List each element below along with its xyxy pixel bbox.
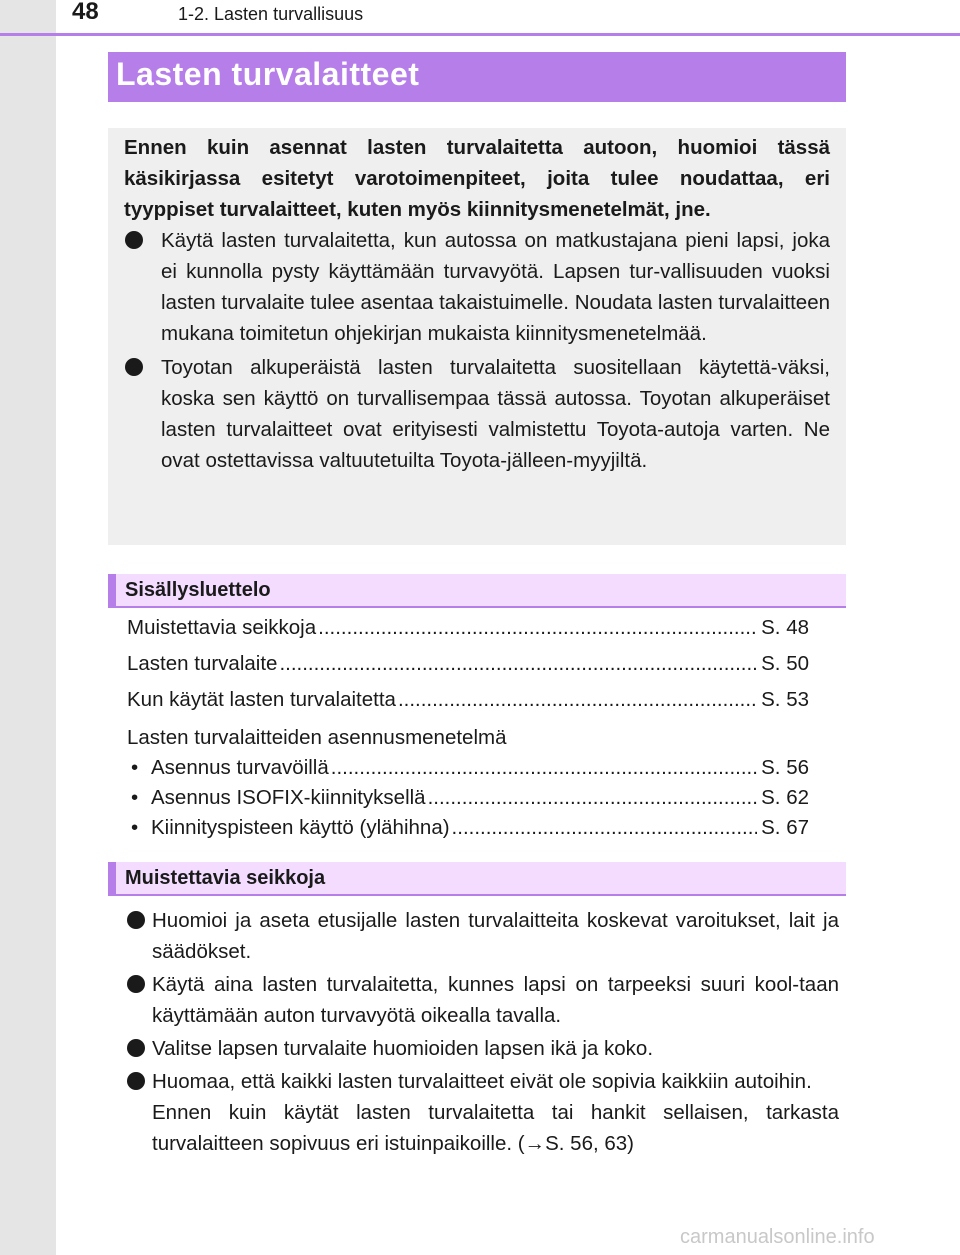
note-extra-text: Ennen kuin käytät lasten turvalaitetta tai hankit sellaisen, tarkasta turvalaitteen sopivuus eri istuinpaikoille. (→S. 56, 63) [152,1101,839,1155]
intro-bullet [124,225,830,349]
toc-group-title: Lasten turvalaitteiden asennusmenetelmä [127,726,507,749]
note-item [127,905,839,967]
note-text: Käytä aina lasten turvalaitetta, kunnes lapsi on tarpeeksi suuri kool-taan käyttämään auton turvavyötä oikealla tavalla. [152,973,839,1027]
note-item [127,969,839,1031]
toc-leader [398,688,757,712]
intro-bullets [124,225,830,476]
toc-sub-page: S. 56 [761,756,809,779]
toc-leader [279,652,757,676]
toc-bullet: • [131,786,139,809]
toc-sub-page: S. 62 [761,786,809,809]
table-of-contents [127,616,809,846]
bullet-dot-icon [125,358,143,376]
note-text: Huomaa, että kaikki lasten turvalaitteet eivät ole sopivia kaikkiin autoihin. [152,1070,812,1093]
toc-item[interactable] [127,688,809,724]
toc-heading [108,574,846,608]
toc-bullet: • [131,816,139,839]
toc-item[interactable] [127,616,809,652]
note-text: Valitse lapsen turvalaite huomioiden lapsen ikä ja koko. [152,1037,654,1060]
bullet-dot-icon [127,1039,145,1057]
toc-item-title: Lasten turvalaite [127,652,278,675]
toc-item-page: S. 48 [761,616,809,639]
banner-title: Lasten turvalaitteet [116,56,420,92]
toc-leader [452,816,758,840]
toc-sub-item[interactable] [127,756,809,786]
toc-item-title: Muistettavia seikkoja [127,616,317,639]
toc-leader [318,616,757,640]
toc-item[interactable] [127,652,809,688]
bullet-dot-icon [127,911,145,929]
toc-item-title: Kun käytät lasten turvalaitetta [127,688,396,711]
notes-list [127,905,839,1159]
note-item [127,1066,839,1159]
toc-leader [428,786,758,810]
toc-heading-text: Sisällysluettelo [125,579,271,601]
header-rule [0,33,960,36]
intro-bullet-text: Käytä lasten turvalaitetta, kun autossa on matkustajana pieni lapsi, joka ei kunnolla pysty käyttämään turvavyötä. Lapsen tur-vallisuuden vuoksi lasten turvalaite tulee asentaa takaistuimelle. Noudata lasten turvalaitteen mukana toimitetun ohjekirjan mukaista kiinnitysmenetelmää. [161,229,830,345]
toc-item-page: S. 50 [761,652,809,675]
bullet-dot-icon [125,231,143,249]
note-item [127,1033,839,1064]
toc-sub-page: S. 67 [761,816,809,839]
chapter-title: 1-2. Lasten turvallisuus [178,4,364,24]
notes-heading-text: Muistettavia seikkoja [125,867,326,889]
toc-sub-title: Asennus ISOFIX-kiinnityksellä [151,786,426,809]
intro-lead: Ennen kuin asennat lasten turvalaitetta autoon, huomioi tässä käsikirjassa esitetyt varotoimenpiteet, joita tulee noudattaa, eri tyyppiset turvalaitteet, kuten myös kiinnitysmenetelmät, jne. [124,136,830,221]
intro-bullet [124,352,830,476]
side-strip [0,0,56,1255]
toc-bullet: • [131,756,139,779]
bullet-dot-icon [127,975,145,993]
intro-bullet-text: Toyotan alkuperäistä lasten turvalaitetta suositellaan käytettä-väksi, koska sen käyttö on turvallisempaa tässä autossa. Toyotan alkuperäiset lasten turvalaitteet ovat erityisesti valmistettu Toyota-autoja varten. Ne ovat ostettavissa valtuutetuilta Toyota-jälleen-myyjiltä. [161,356,830,472]
toc-item-page: S. 53 [761,688,809,711]
intro-box [108,128,846,545]
note-text: Huomioi ja aseta etusijalle lasten turvalaitteita koskevat varoitukset, lait ja säädökset. [152,909,839,963]
notes-heading [108,862,846,896]
title-banner [108,52,846,102]
page-number: 48 [72,0,99,25]
toc-sub-title: Asennus turvavöillä [151,756,329,779]
toc-leader [331,756,757,780]
toc-sub-title: Kiinnityspisteen käyttö (ylähihna) [151,816,450,839]
watermark: carmanualsonline.info [680,1226,875,1248]
toc-sub-item[interactable] [127,786,809,816]
bullet-dot-icon [127,1072,145,1090]
toc-sub-item[interactable] [127,816,809,846]
